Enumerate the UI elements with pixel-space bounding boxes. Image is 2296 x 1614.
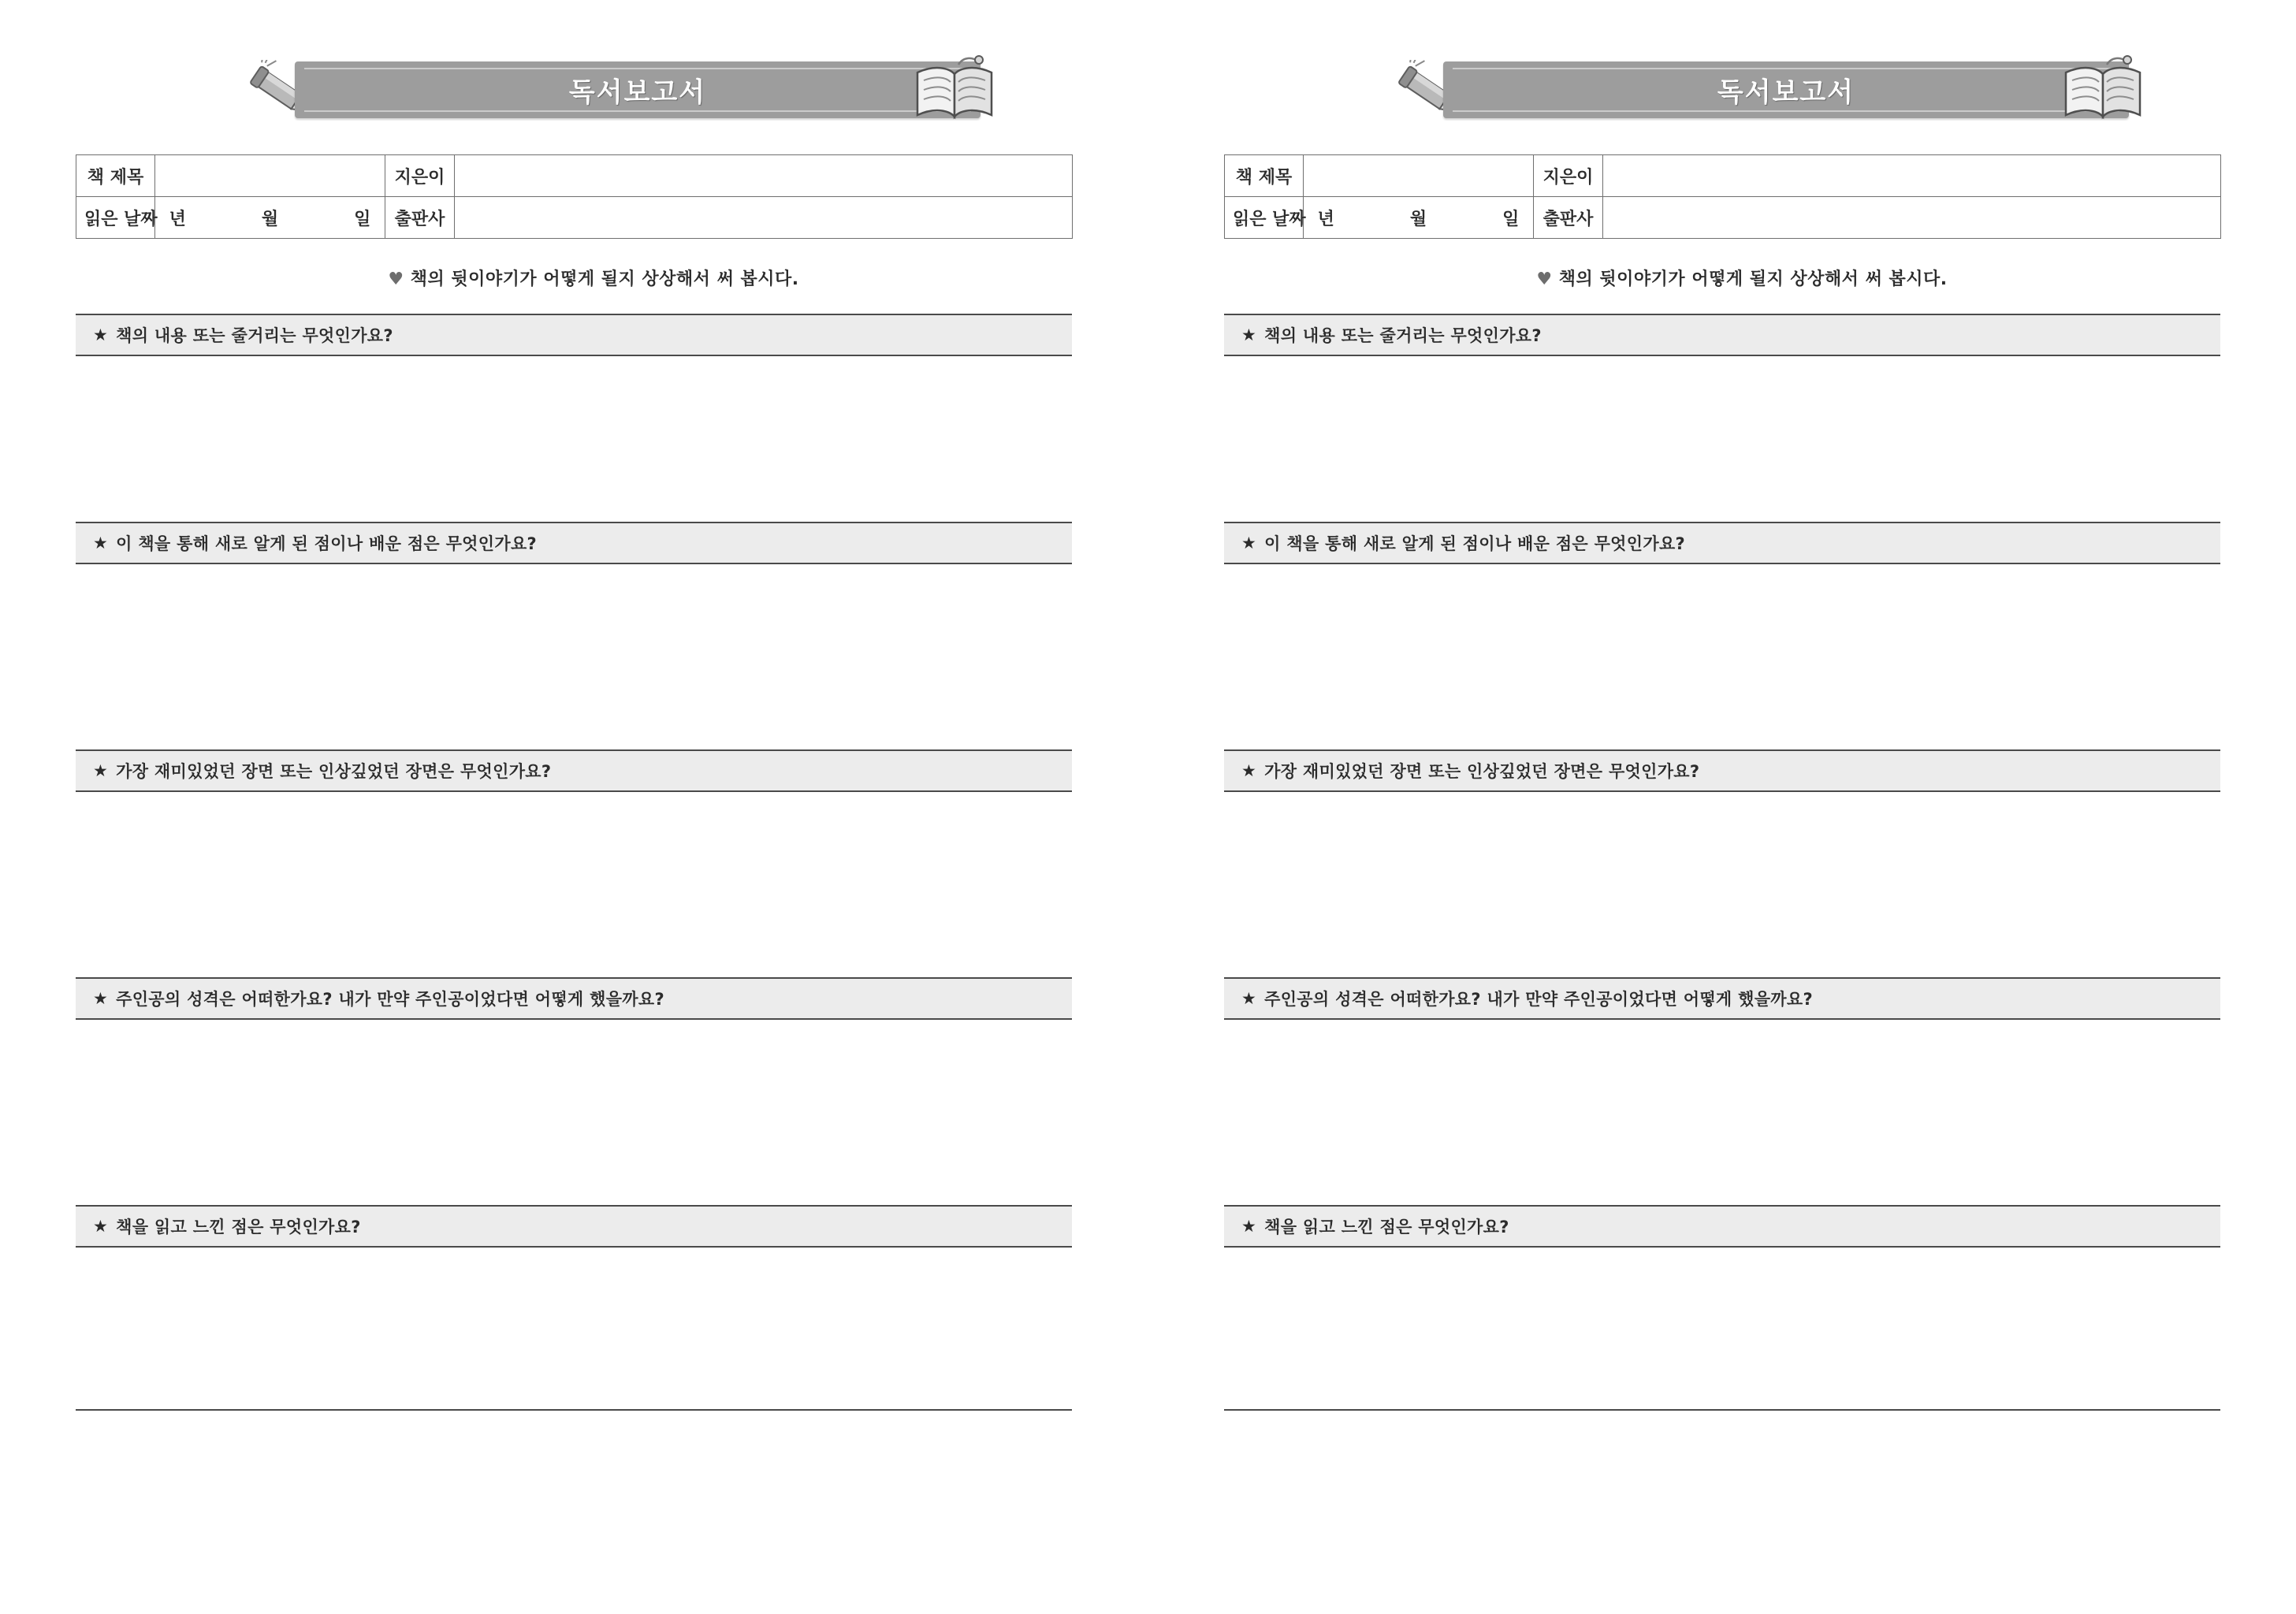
- question-text-4: 주인공의 성격은 어떠한가요? 내가 만약 주인공이었다면 어떻게 했을까요?: [116, 990, 664, 1009]
- page-title: 독서보고서: [1717, 76, 1855, 109]
- answer-area-4[interactable]: [76, 1020, 1072, 1181]
- date-unit-day: 일: [354, 209, 371, 229]
- read-date-input[interactable]: [155, 197, 385, 239]
- date-unit-year: 년: [1317, 209, 1334, 229]
- star-icon: ★: [93, 534, 109, 552]
- question-block-4: [1224, 977, 2220, 1181]
- read-date-label: 읽은 날짜: [1225, 197, 1304, 239]
- answer-area-3[interactable]: [1224, 792, 2220, 954]
- title-banner-row: [1388, 46, 2137, 137]
- question-block-3: [1224, 749, 2220, 954]
- question-header-2: [1224, 522, 2220, 564]
- question-block-1: [76, 314, 1072, 498]
- book-title-input[interactable]: [1304, 155, 1534, 197]
- book-title-label: 책 제목: [76, 155, 155, 197]
- star-icon: ★: [93, 325, 109, 344]
- author-label: 지은이: [385, 155, 455, 197]
- question-text-2: 이 책을 통해 새로 알게 된 점이나 배운 점은 무엇인가요?: [1264, 534, 1686, 553]
- question-header-3: [76, 749, 1072, 792]
- author-input[interactable]: [1603, 155, 2221, 197]
- table-row: [1225, 197, 2221, 239]
- publisher-label: 출판사: [1534, 197, 1603, 239]
- question-block-5: [76, 1205, 1072, 1411]
- question-block-2: [1224, 522, 2220, 726]
- author-input[interactable]: [455, 155, 1073, 197]
- publisher-input[interactable]: [1603, 197, 2221, 239]
- question-block-4: [76, 977, 1072, 1181]
- star-icon: ★: [93, 1217, 109, 1236]
- question-text-2: 이 책을 통해 새로 알게 된 점이나 배운 점은 무엇인가요?: [116, 534, 538, 553]
- date-unit-month: 월: [261, 209, 279, 229]
- book-info-table: [76, 154, 1073, 239]
- question-header-3: [1224, 749, 2220, 792]
- date-unit-month: 월: [1409, 209, 1427, 229]
- question-header-2: [76, 522, 1072, 564]
- question-header-4: [76, 977, 1072, 1020]
- question-block-1: [1224, 314, 2220, 498]
- answer-area-2[interactable]: [1224, 564, 2220, 726]
- book-title-label: 책 제목: [1225, 155, 1304, 197]
- title-banner: [1443, 61, 2129, 118]
- star-icon: ★: [93, 989, 109, 1008]
- worksheet-page-right: [1148, 0, 2296, 1614]
- read-date-label: 읽은 날짜: [76, 197, 155, 239]
- star-icon: ★: [1241, 761, 1257, 780]
- book-title-input[interactable]: [155, 155, 385, 197]
- star-icon: ★: [1241, 1217, 1257, 1236]
- answer-area-3[interactable]: [76, 792, 1072, 954]
- answer-area-1[interactable]: [1224, 356, 2220, 498]
- instruction-note: [1224, 266, 2220, 290]
- table-row: [76, 197, 1073, 239]
- question-header-1: [1224, 314, 2220, 356]
- publisher-input[interactable]: [455, 197, 1073, 239]
- question-block-5: [1224, 1205, 2220, 1411]
- book-info-table: [1224, 154, 2221, 239]
- table-row: [76, 155, 1073, 197]
- title-banner: [295, 61, 981, 118]
- question-text-4: 주인공의 성격은 어떠한가요? 내가 만약 주인공이었다면 어떻게 했을까요?: [1264, 990, 1813, 1009]
- answer-area-5[interactable]: [1224, 1248, 2220, 1411]
- page-title: 독서보고서: [568, 76, 707, 109]
- open-book-icon: [908, 47, 1003, 129]
- question-text-5: 책을 읽고 느낀 점은 무엇인가요?: [116, 1218, 361, 1237]
- star-icon: ★: [1241, 534, 1257, 552]
- publisher-label: 출판사: [385, 197, 455, 239]
- date-unit-year: 년: [169, 209, 186, 229]
- instruction-note: [76, 266, 1072, 290]
- heart-icon: ♥: [388, 270, 404, 289]
- instruction-note-text: 책의 뒷이야기가 어떻게 될지 상상해서 써 봅시다.: [410, 270, 799, 289]
- answer-area-2[interactable]: [76, 564, 1072, 726]
- open-book-icon: [2056, 47, 2151, 129]
- question-text-5: 책을 읽고 느낀 점은 무엇인가요?: [1264, 1218, 1509, 1237]
- answer-area-5[interactable]: [76, 1248, 1072, 1411]
- answer-area-4[interactable]: [1224, 1020, 2220, 1181]
- star-icon: ★: [93, 761, 109, 780]
- question-header-1: [76, 314, 1072, 356]
- question-block-3: [76, 749, 1072, 954]
- instruction-note-text: 책의 뒷이야기가 어떻게 될지 상상해서 써 봅시다.: [1558, 270, 1948, 289]
- read-date-input[interactable]: [1304, 197, 1534, 239]
- table-row: [1225, 155, 2221, 197]
- question-header-5: [76, 1205, 1072, 1248]
- author-label: 지은이: [1534, 155, 1603, 197]
- title-banner-row: [240, 46, 988, 137]
- star-icon: ★: [1241, 989, 1257, 1008]
- heart-icon: ♥: [1536, 270, 1553, 289]
- question-header-4: [1224, 977, 2220, 1020]
- question-text-1: 책의 내용 또는 줄거리는 무엇인가요?: [116, 326, 393, 345]
- question-text-1: 책의 내용 또는 줄거리는 무엇인가요?: [1264, 326, 1542, 345]
- date-unit-day: 일: [1502, 209, 1520, 229]
- question-text-3: 가장 재미있었던 장면 또는 인상깊었던 장면은 무엇인가요?: [116, 762, 552, 781]
- answer-area-1[interactable]: [76, 356, 1072, 498]
- question-block-2: [76, 522, 1072, 726]
- question-text-3: 가장 재미있었던 장면 또는 인상깊었던 장면은 무엇인가요?: [1264, 762, 1700, 781]
- question-header-5: [1224, 1205, 2220, 1248]
- star-icon: ★: [1241, 325, 1257, 344]
